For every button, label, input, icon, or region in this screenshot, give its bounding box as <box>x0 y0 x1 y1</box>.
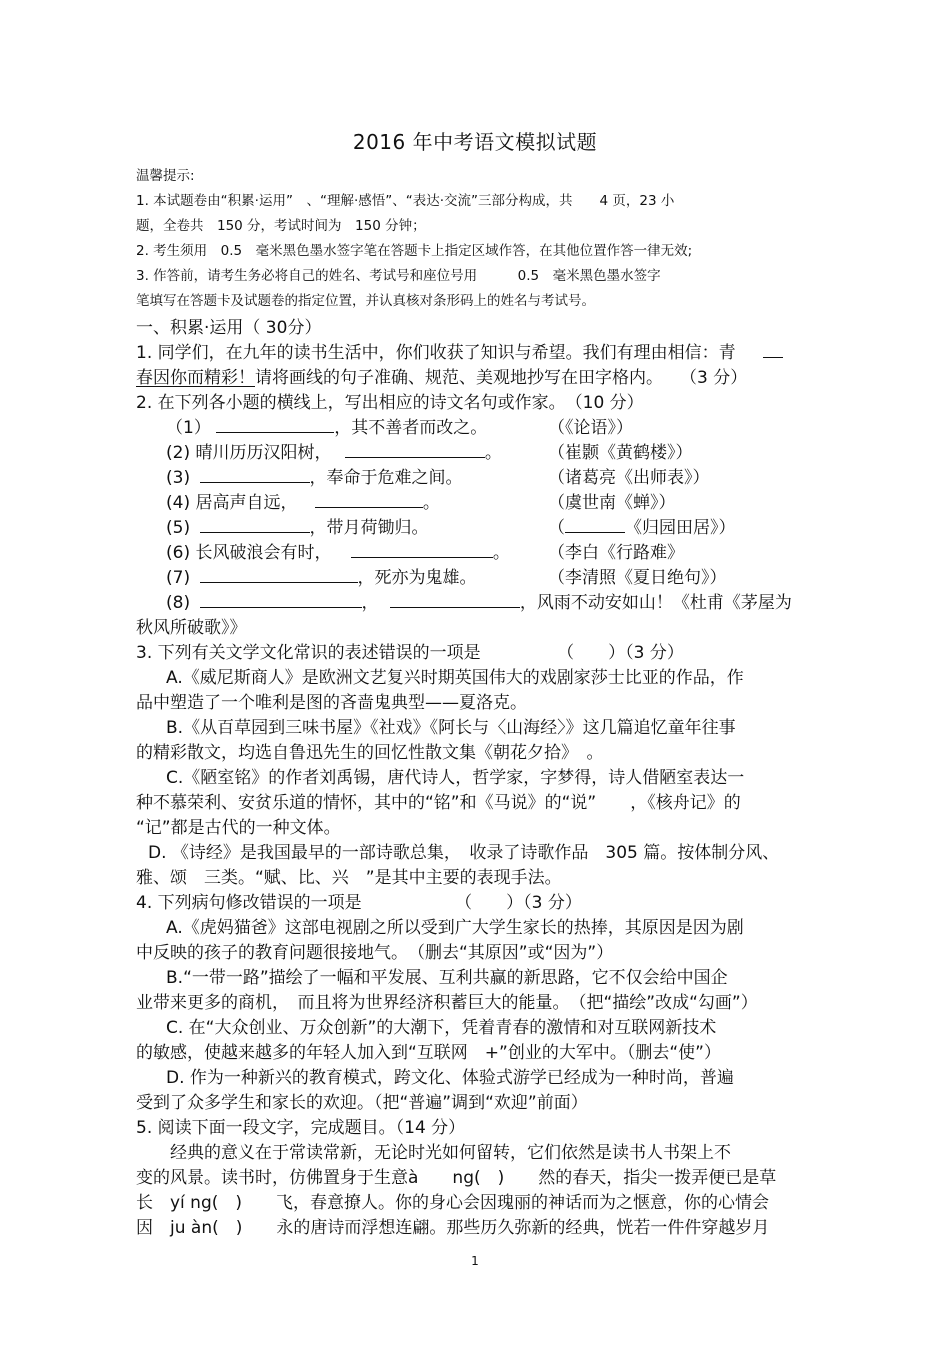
page-number: 1 <box>471 1254 479 1268</box>
tips-line-2: 题，全卷共 150 分，考试时间为 150 分钟； <box>136 218 426 234</box>
q2-item-5-num: (5) <box>166 518 191 538</box>
q1-underlined-sentence: 春因你而精彩！ <box>136 368 255 388</box>
q2-item-8-cont: 秋风所破歌》》 <box>136 618 247 638</box>
q2-item-5-text: ，带月荷锄归。 <box>309 518 429 538</box>
q2-item-5 <box>166 513 429 538</box>
q3-option-c-3: “记”都是古代的一种文体。 <box>136 818 341 838</box>
q3-stem: 3. 下列有关文学文化常识的表述错误的一项是 （ ）（3 分） <box>136 643 684 663</box>
q4-option-d-2: 受到了众多学生和家长的欢迎。（把“普遍”调到“欢迎”前面） <box>136 1093 588 1113</box>
answer-blank <box>345 443 485 458</box>
q3-option-c-1: C.《陋室铭》的作者刘禹锡，唐代诗人，哲学家，字梦得，诗人借陋室表达一 <box>166 768 745 788</box>
q2-item-8-num: (8) <box>166 593 191 613</box>
q2-item-1-num: （1） <box>166 418 211 438</box>
q2-item-7-source: （李清照《夏日绝句》） <box>548 568 727 588</box>
q2-item-6 <box>166 538 510 563</box>
q1-underline-blank <box>763 343 783 358</box>
q2-item-2-text: (2) 晴川历历汉阳树， <box>166 443 332 463</box>
tips-line-5: 笔填写在答题卡及试题卷的指定位置，并认真核对条形码上的姓名与考试号。 <box>136 293 595 309</box>
q2-item-4-text: (4) 居高声自远， <box>166 493 298 513</box>
q2-item-3-num: (3) <box>166 468 191 488</box>
q2-item-7-num: (7) <box>166 568 191 588</box>
q2-item-5-work: 《归园田居》） <box>625 518 736 538</box>
q2-item-2-end: 。 <box>484 443 502 463</box>
q1-line-1 <box>136 338 783 363</box>
q2-item-5-source <box>548 513 736 538</box>
q3-option-d-1: D. 《诗经》是我国最早的一部诗歌总集， 收录了诗歌作品 305 篇。按体制分风、 <box>148 843 780 863</box>
q2-item-7-text: ，死亦为鬼雄。 <box>357 568 477 588</box>
section-heading: 一、积累·运用（ 30分） <box>136 318 322 338</box>
q4-option-b-1: B.“一带一路”描绘了一幅和平发展、互利共赢的新思路，它不仅会给中国企 <box>166 968 728 988</box>
q5-para-line-3: 长 yí ng( ) 飞，春意撩人。你的身心会因瑰丽的神话而为之惬意，你的心情会 <box>136 1193 770 1213</box>
tips-line-1: 1. 本试题卷由“积累·运用” 、“理解·感悟”、“表达·交流”三部分构成，共 4 页，23 小 <box>136 193 675 209</box>
q4-option-c-2: 的敏感，使越来越多的年轻人加入到“互联网 +”创业的大军中。（删去“使”） <box>136 1043 721 1063</box>
answer-blank <box>200 468 310 483</box>
q4-stem: 4. 下列病句修改错误的一项是 （ ）（3 分） <box>136 893 582 913</box>
q2-item-3 <box>166 463 463 488</box>
q2-item-6-text: (6) 长风破浪会有时， <box>166 543 332 563</box>
answer-blank <box>315 493 423 508</box>
q2-item-5-paren: （ <box>548 518 565 538</box>
q2-item-1 <box>166 413 487 438</box>
q3-option-d-2: 雅、颂 三类。“赋、比、兴 ”是其中主要的表现手法。 <box>136 868 562 888</box>
q2-stem: 2. 在下列各小题的横线上，写出相应的诗文名句或作家。 （10 分） <box>136 393 644 413</box>
q3-option-a-2: 品中塑造了一个唯利是图的吝啬鬼典型——夏洛克。 <box>136 693 527 713</box>
q4-option-b-2: 业带来更多的商机， 而且将为世界经济积蓄巨大的能量。 （把“描绘”改成“勾画”） <box>136 993 758 1013</box>
q4-option-c-1: C. 在“大众创业、万众创新”的大潮下，凭着青春的激情和对互联网新技术 <box>166 1018 717 1038</box>
page-title: 2016 年中考语文模拟试题 <box>352 130 598 154</box>
answer-blank <box>390 593 520 608</box>
answer-blank <box>351 543 493 558</box>
q2-item-3-source: （诸葛亮《出师表》） <box>548 468 710 488</box>
q2-item-8-text: ，风雨不动安如山！《杜甫《茅屋为 <box>519 593 792 613</box>
answer-blank <box>200 593 362 608</box>
q2-item-2-source: （崔颢《黄鹤楼》） <box>548 443 693 463</box>
q3-option-a-1: A.《威尼斯商人》是欧洲文艺复兴时期英国伟大的戏剧家莎士比亚的作品，作 <box>166 668 744 688</box>
answer-blank <box>200 518 310 533</box>
q2-item-6-end: 。 <box>492 543 510 563</box>
q2-item-6-source: （李白《行路难》 <box>548 543 684 563</box>
answer-blank <box>216 418 334 433</box>
q1-text-2: 请将画线的句子准确、规范、美观地抄写在田字格内。 （3 分） <box>255 368 748 388</box>
q4-option-d-1: D. 作为一种新兴的教育模式，跨文化、体验式游学已经成为一种时尚，普遍 <box>166 1068 734 1088</box>
q5-stem: 5. 阅读下面一段文字，完成题目。（14 分） <box>136 1118 466 1138</box>
q2-item-7 <box>166 563 477 588</box>
q2-item-2 <box>166 438 502 463</box>
q3-option-c-2: 种不慕荣利、安贫乐道的情怀，其中的“铭”和《马说》的“说” ，《核舟记》的 <box>136 793 741 813</box>
q2-item-1-source: （《论语》） <box>548 418 633 438</box>
q1-line-2 <box>136 363 747 388</box>
q2-item-8-comma: ， <box>361 593 379 613</box>
q2-item-4-source: （虞世南《蝉》） <box>548 493 676 513</box>
tips-heading: 温馨提示: <box>136 168 195 184</box>
q4-option-a-1: A.《虎妈猫爸》这部电视剧之所以受到广大学生家长的热捧，其原因是因为剧 <box>166 918 744 938</box>
answer-blank <box>565 518 625 533</box>
q5-para-line-4: 因 ju àn( ) 永的唐诗而浮想连翩。那些历久弥新的经典，恍若一件件穿越岁月 <box>136 1218 770 1238</box>
q5-para-line-2: 变的风景。读书时，仿佛置身于生意à ng( ) 然的春天，指尖一拨弄便已是草 <box>136 1168 777 1188</box>
answer-blank <box>200 568 358 583</box>
q2-item-1-text: ，其不善者而改之。 <box>334 418 488 438</box>
q4-option-a-2: 中反映的孩子的教育问题很接地气。 （删去“其原因”或“因为”） <box>136 943 614 963</box>
tips-line-3: 2. 考生须用 0.5 毫米黑色墨水签字笔在答题卡上指定区域作答，在其他位置作答一律无效; <box>136 243 693 259</box>
q2-item-3-text: ，奉命于危难之间。 <box>309 468 463 488</box>
q3-option-b-2: 的精彩散文，均选自鲁迅先生的回忆性散文集《朝花夕拾》 。 <box>136 743 604 763</box>
tips-line-4: 3. 作答前，请考生务必将自己的姓名、考试号和座位号用 0.5 毫米黑色墨水签字 <box>136 268 661 284</box>
q5-para-line-1: 经典的意义在于常读常新，无论时光如何留转，它们依然是读书人书架上不 <box>170 1143 731 1163</box>
q2-item-8 <box>166 588 792 613</box>
q1-text-1: 1. 同学们，在九年的读书生活中，你们收获了知识与希望。我们有理由相信：青 <box>136 343 736 363</box>
q2-item-4-end: 。 <box>422 493 440 513</box>
q3-option-b-1: B.《从百草园到三味书屋》《社戏》《阿长与〈山海经〉》这几篇追忆童年往事 <box>166 718 736 738</box>
q2-item-4 <box>166 488 440 513</box>
